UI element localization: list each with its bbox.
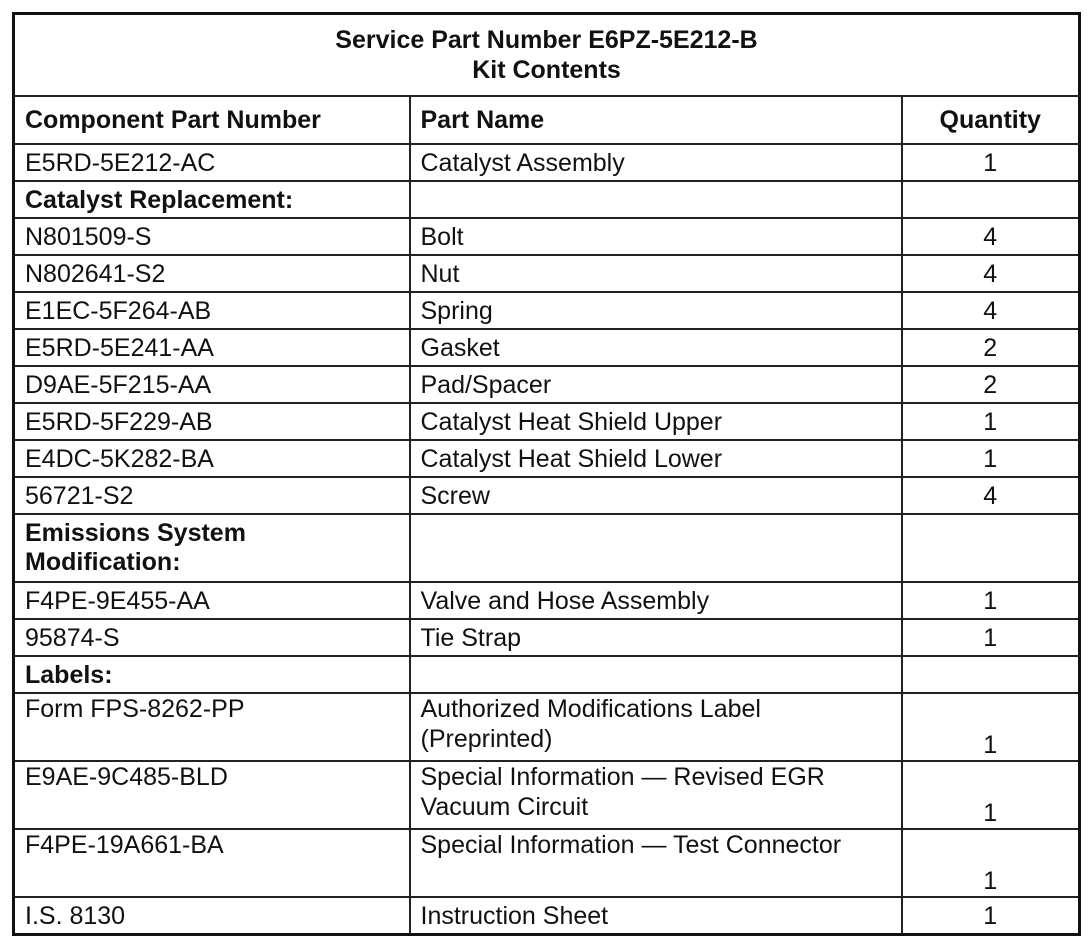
- table-row: [14, 218, 1080, 255]
- part-number: 95874-S: [14, 619, 410, 656]
- quantity: 4: [902, 292, 1080, 329]
- table-row: [14, 292, 1080, 329]
- part-number: N802641-S2: [14, 255, 410, 292]
- part-name: Valve and Hose Assembly: [410, 582, 902, 619]
- section-label: Catalyst Replacement:: [14, 181, 410, 218]
- quantity: 2: [902, 366, 1080, 403]
- quantity: 4: [902, 477, 1080, 514]
- part-number: D9AE-5F215-AA: [14, 366, 410, 403]
- part-name: Spring: [410, 292, 902, 329]
- title-service-part-number: Service Part Number E6PZ-5E212-B: [335, 26, 758, 54]
- quantity: 1: [902, 693, 1080, 761]
- table-row: [14, 366, 1080, 403]
- part-name: Bolt: [410, 218, 902, 255]
- part-number: Form FPS-8262-PP: [14, 693, 410, 761]
- quantity: 4: [902, 255, 1080, 292]
- quantity: 1: [902, 403, 1080, 440]
- table-row: [14, 761, 1080, 829]
- section-label: Labels:: [14, 656, 410, 693]
- table-row: [14, 693, 1080, 761]
- part-name: Special Information — Test Connector: [410, 829, 902, 897]
- header-part-name: Part Name: [410, 96, 902, 144]
- table-row: [14, 144, 1080, 181]
- quantity: 1: [902, 440, 1080, 477]
- part-name: Nut: [410, 255, 902, 292]
- section-row: [14, 656, 1080, 693]
- section-label: Emissions System Modification:: [14, 514, 410, 582]
- quantity: 1: [902, 897, 1080, 935]
- quantity: 2: [902, 329, 1080, 366]
- table-row: [14, 829, 1080, 897]
- part-number: E5RD-5F229-AB: [14, 403, 410, 440]
- part-number: E5RD-5E241-AA: [14, 329, 410, 366]
- part-name: Tie Strap: [410, 619, 902, 656]
- part-number: F4PE-19A661-BA: [14, 829, 410, 897]
- part-name: Pad/Spacer: [410, 366, 902, 403]
- table-row: [14, 582, 1080, 619]
- quantity: 1: [902, 761, 1080, 829]
- part-name: Authorized Modifications Label (Preprinted): [410, 693, 902, 761]
- header-component-part-number: Component Part Number: [14, 96, 410, 144]
- table-row: [14, 897, 1080, 935]
- table-row: [14, 329, 1080, 366]
- quantity: 1: [902, 582, 1080, 619]
- quantity: 4: [902, 218, 1080, 255]
- table-title-row: [14, 14, 1080, 97]
- part-number: E4DC-5K282-BA: [14, 440, 410, 477]
- part-number: F4PE-9E455-AA: [14, 582, 410, 619]
- part-name: Instruction Sheet: [410, 897, 902, 935]
- quantity: 1: [902, 619, 1080, 656]
- part-number: I.S. 8130: [14, 897, 410, 935]
- table-row: [14, 619, 1080, 656]
- part-number: E1EC-5F264-AB: [14, 292, 410, 329]
- part-name: Special Information — Revised EGR Vacuum Circuit: [410, 761, 902, 829]
- table-row: [14, 440, 1080, 477]
- table-row: [14, 403, 1080, 440]
- header-quantity: Quantity: [902, 96, 1080, 144]
- quantity: 1: [902, 144, 1080, 181]
- part-number: E5RD-5E212-AC: [14, 144, 410, 181]
- part-name: Catalyst Heat Shield Upper: [410, 403, 902, 440]
- kit-contents-table: [12, 12, 1081, 936]
- part-number: 56721-S2: [14, 477, 410, 514]
- table-row: [14, 255, 1080, 292]
- part-number: N801509-S: [14, 218, 410, 255]
- header-row: [14, 96, 1080, 144]
- part-name: Gasket: [410, 329, 902, 366]
- section-row: [14, 514, 1080, 582]
- part-name: Screw: [410, 477, 902, 514]
- title-kit-contents: Kit Contents: [472, 56, 621, 84]
- quantity: 1: [902, 829, 1080, 897]
- part-name: Catalyst Assembly: [410, 144, 902, 181]
- section-row: [14, 181, 1080, 218]
- table-row: [14, 477, 1080, 514]
- part-number: E9AE-9C485-BLD: [14, 761, 410, 829]
- part-name: Catalyst Heat Shield Lower: [410, 440, 902, 477]
- table-title: [14, 14, 1080, 97]
